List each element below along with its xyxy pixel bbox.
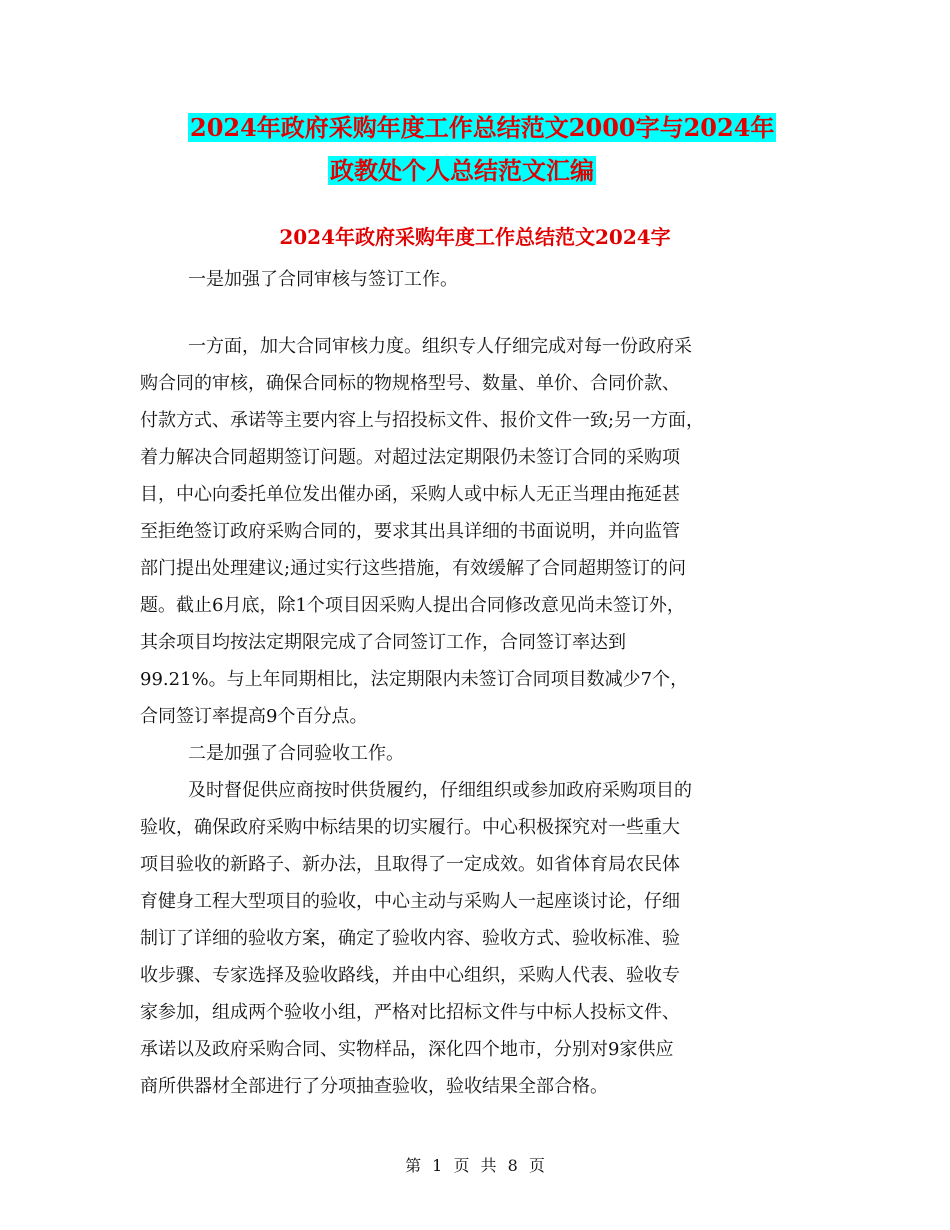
paragraph-line: 一是加强了合同审核与签订工作。 <box>188 269 458 290</box>
paragraph-line: 及时督促供应商按时供货履约，仔细组织或参加政府采购项目的 <box>188 780 692 801</box>
paragraph-line: 题。截止6月底，除1个项目因采购人提出合同修改意见尚未签订外， <box>140 595 685 616</box>
paragraph-line: 合同签订率提高9个百分点。 <box>140 706 368 727</box>
paragraph-line: 育健身工程大型项目的验收，中心主动与采购人一起座谈讨论，仔细 <box>140 891 680 912</box>
paragraph-line: 收步骤、专家选择及验收路线，并由中心组织，采购人代表、验收专 <box>140 965 680 986</box>
paragraph-line: 目，中心向委托单位发出催办函，采购人或中标人无正当理由拖延甚 <box>140 484 680 505</box>
paragraph-line: 承诺以及政府采购合同、实物样品，深化四个地市，分别对9家供应 <box>140 1039 674 1060</box>
paragraph-line: 商所供器材全部进行了分项抽查验收，验收结果全部合格。 <box>140 1076 608 1097</box>
paragraph-line: 验收，确保政府采购中标结果的切实履行。中心积极探究对一些重大 <box>140 817 680 838</box>
paragraph-line: 部门提出处理建议;通过实行这些措施，有效缓解了合同超期签订的问 <box>140 558 687 579</box>
paragraph-line: 99.21%。与上年同期相比，法定期限内未签订合同项目数减少7个， <box>140 669 689 690</box>
paragraph-line: 家参加，组成两个验收小组，严格对比招标文件与中标人投标文件、 <box>140 1002 680 1023</box>
page-number-footer: 第 1 页 共 8 页 <box>405 1156 545 1175</box>
paragraph-line: 制订了详细的验收方案，确定了验收内容、验收方式、验收标准、验 <box>140 928 680 949</box>
paragraph-line: 付款方式、承诺等主要内容上与招投标文件、报价文件一致;另一方面， <box>140 410 705 431</box>
paragraph-line: 着力解决合同超期签订问题。对超过法定期限仍未签订合同的采购项 <box>140 447 680 468</box>
paragraph-line: 二是加强了合同验收工作。 <box>188 743 404 764</box>
paragraph-line: 其余项目均按法定期限完成了合同签订工作，合同签订率达到 <box>140 632 626 653</box>
document-title-line-1: 2024年政府采购年度工作总结范文2000字与2024年 <box>190 113 775 142</box>
document-title-line-2: 政教处个人总结范文汇编 <box>330 156 594 185</box>
paragraph-line: 一方面，加大合同审核力度。组织专人仔细完成对每一份政府采 <box>188 336 692 357</box>
section-heading: 2024年政府采购年度工作总结范文2024字 <box>279 225 671 249</box>
paragraph-line: 至拒绝签订政府采购合同的，要求其出具详细的书面说明，并向监管 <box>140 521 680 542</box>
paragraph-line: 项目验收的新路子、新办法，且取得了一定成效。如省体育局农民体 <box>140 854 680 875</box>
paragraph-line: 购合同的审核，确保合同标的物规格型号、数量、单价、合同价款、 <box>140 373 680 394</box>
